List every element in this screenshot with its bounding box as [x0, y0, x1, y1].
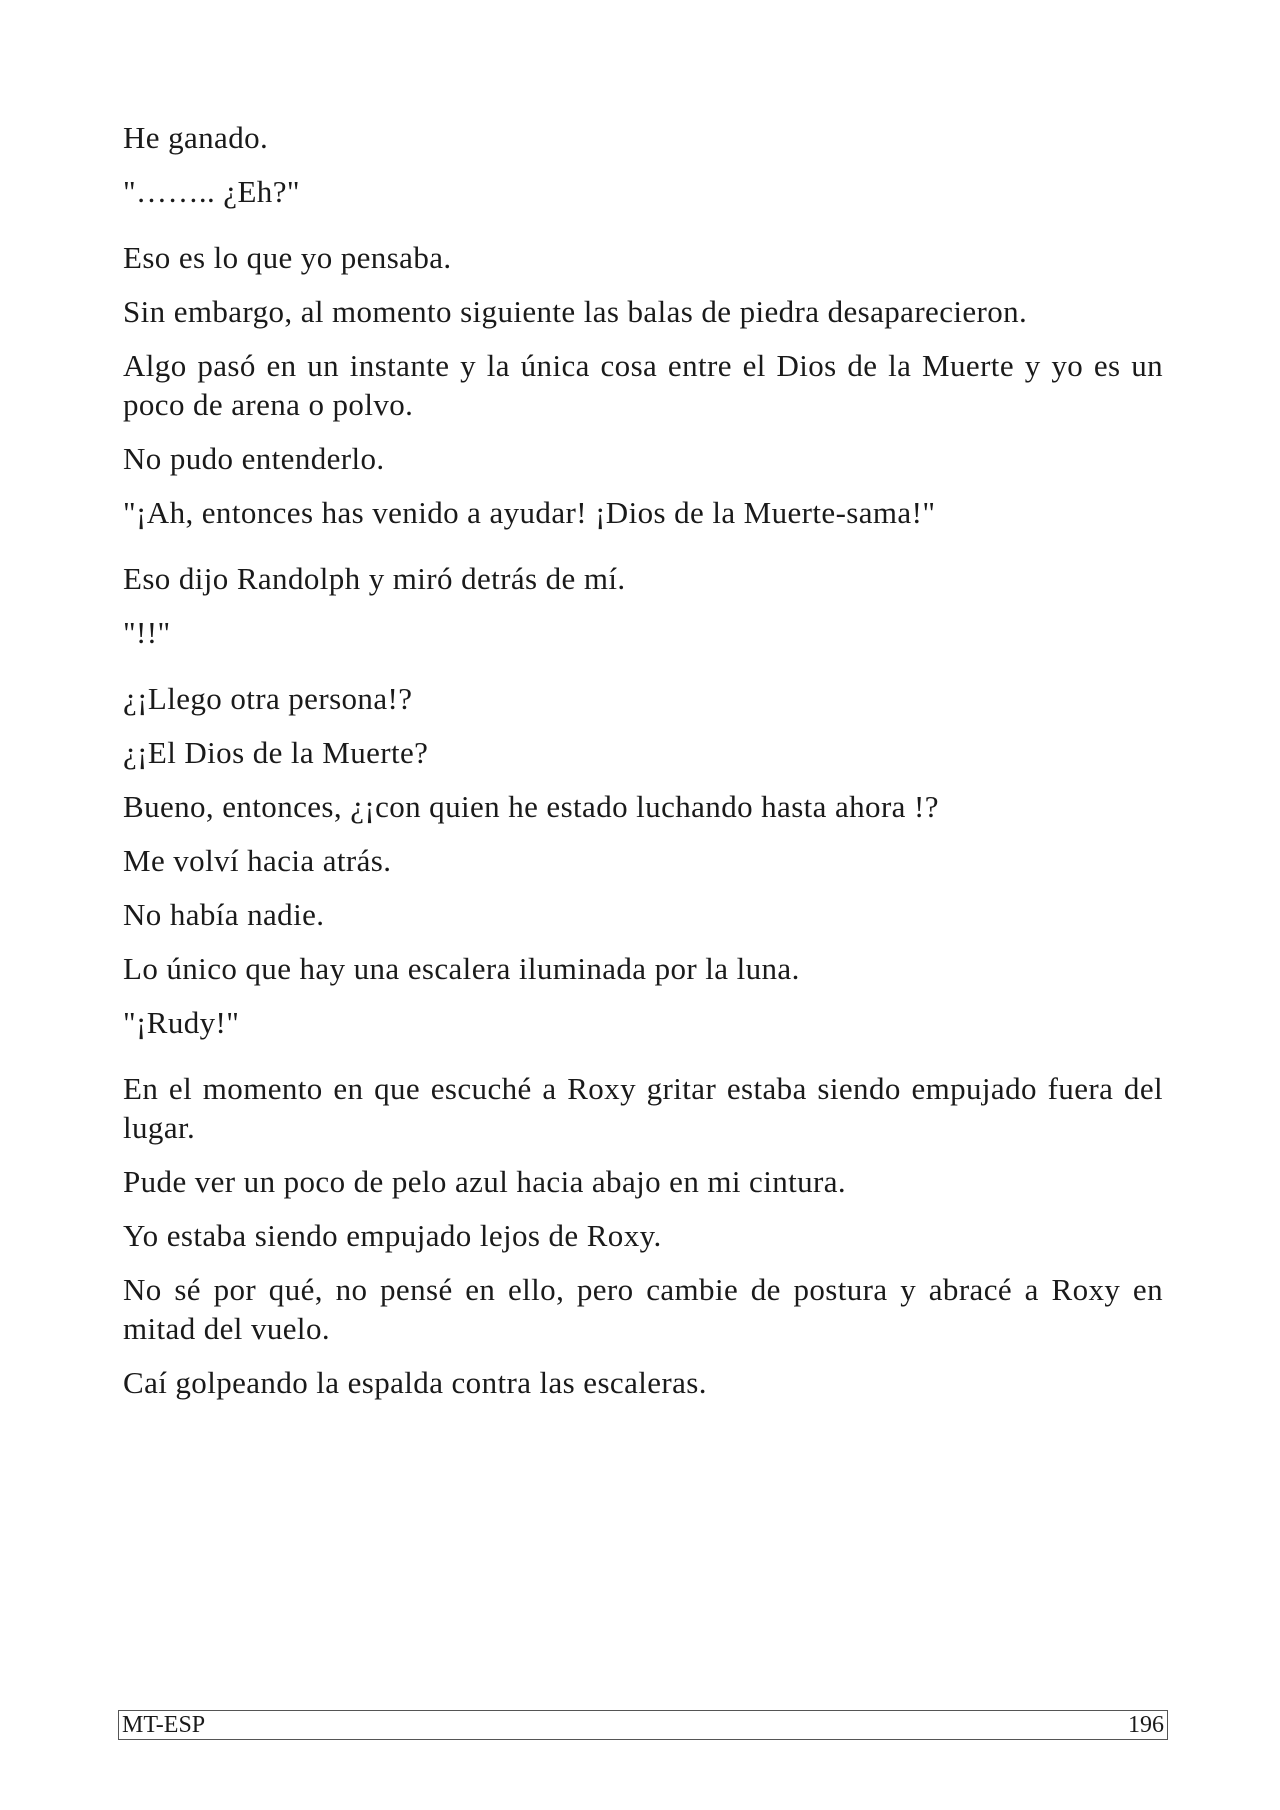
paragraph: Sin embargo, al momento siguiente las balas de piedra desaparecieron. — [123, 294, 1028, 329]
paragraph: Yo estaba siendo empujado lejos de Roxy. — [123, 1218, 662, 1253]
paragraph: No pudo entenderlo. — [123, 441, 385, 476]
paragraph: No había nadie. — [123, 897, 325, 932]
paragraph: Eso dijo Randolph y miró detrás de mí. — [123, 561, 626, 596]
paragraph: Pude ver un poco de pelo azul hacia abajo en mi cintura. — [123, 1164, 847, 1199]
paragraph: Caí golpeando la espalda contra las escaleras. — [123, 1365, 707, 1400]
paragraph: ¿¡El Dios de la Muerte? — [123, 735, 429, 770]
page-number: 196 — [1128, 1712, 1164, 1738]
paragraph: He ganado. — [123, 120, 269, 155]
paragraph: ¿¡Llego otra persona!? — [123, 681, 413, 716]
dialogue-line: "…….. ¿Eh?" — [123, 174, 300, 209]
footer-label: MT-ESP — [122, 1712, 206, 1738]
page-body — [123, 118, 1163, 1417]
dialogue-line: "¡Ah, entonces has venido a ayudar! ¡Dios de la Muerte-sama!" — [123, 495, 936, 530]
paragraph: Algo pasó en un instante y la única cosa entre el Dios de la Muerte y yo es un poco de arena o polvo. — [123, 348, 1163, 422]
dialogue-line: "!!" — [123, 615, 171, 650]
paragraph: Me volví hacia atrás. — [123, 843, 392, 878]
dialogue-line: "¡Rudy!" — [123, 1005, 240, 1040]
page-footer — [118, 1710, 1168, 1740]
paragraph: Eso es lo que yo pensaba. — [123, 240, 452, 275]
paragraph: No sé por qué, no pensé en ello, pero cambie de postura y abracé a Roxy en mitad del vuelo. — [123, 1272, 1163, 1346]
paragraph: Bueno, entonces, ¿¡con quien he estado luchando hasta ahora !? — [123, 789, 939, 824]
paragraph: En el momento en que escuché a Roxy gritar estaba siendo empujado fuera del lugar. — [123, 1071, 1163, 1145]
paragraph: Lo único que hay una escalera iluminada por la luna. — [123, 951, 800, 986]
